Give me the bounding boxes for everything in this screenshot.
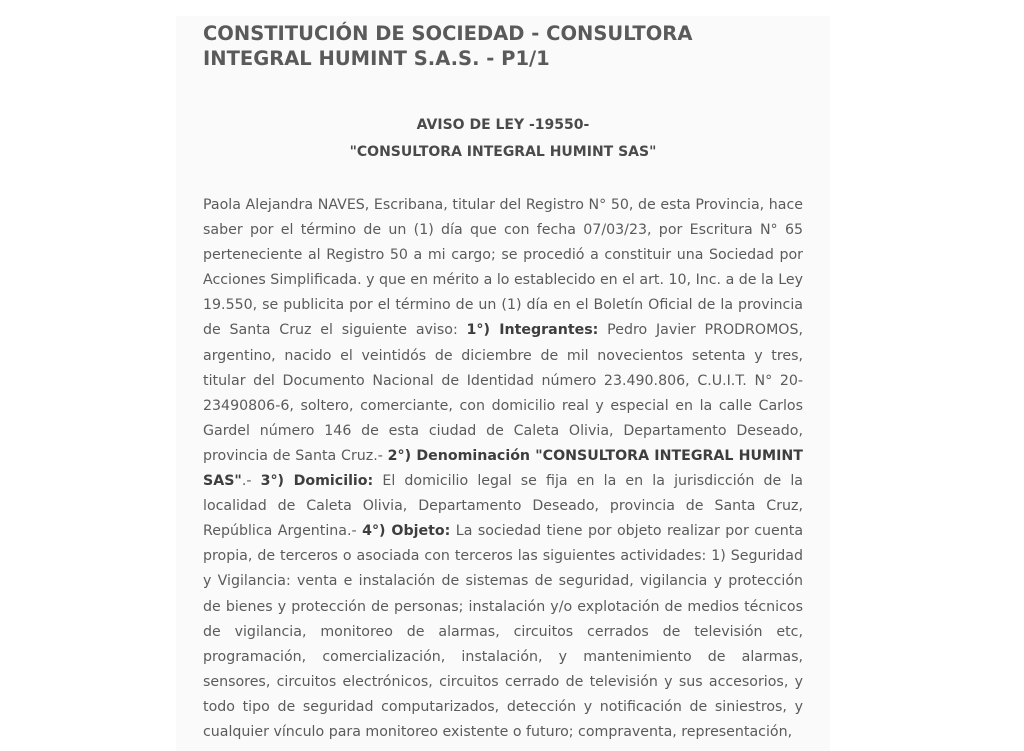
notice-body bbox=[203, 193, 803, 745]
section-heading-domicilio: 3°) Domicilio: bbox=[260, 473, 374, 490]
integrantes-text: Pedro Javier PRODROMOS, argentino, nacido el veintidós de diciembre de mil novecientos setenta y tres, titular del Documento Nacional de Identidad número 23.490.806, C.U.I.T. N° 20-23490806-6, soltero, comerciante, con domicilio real y especial en la calle Carlos Gardel número 146 de esta ciudad de Caleta Olivia, Departamento Deseado, provincia de Santa Cruz.- bbox=[203, 322, 803, 464]
objeto-text: La sociedad tiene por objeto realizar por cuenta propia, de terceros o asociada con terceros las siguientes actividades: 1) Seguridad y Vigilancia: venta e instalación de sistemas de seguridad, vigilancia y protección de bienes y protección de personas; instalación y/o explotación de medios técnicos de vigilancia, monitoreo de alarmas, circuitos cerrados de televisión etc, programación, comercialización, instalación, y mantenimiento de alarmas, sensores, circuitos electrónicos, circuitos cerrado de televisión y sus accesorios, y todo tipo de seguridad computarizados, detección y notificación de siniestros, y cualquier vínculo para monitoreo existente o futuro; compraventa, representación, bbox=[203, 523, 804, 740]
denominacion-text: .- bbox=[241, 473, 261, 490]
notice-heading bbox=[203, 112, 803, 166]
page-title: CONSTITUCIÓN DE SOCIEDAD - CONSULTORA INTEGRAL HUMINT S.A.S. - P1/1 bbox=[203, 22, 693, 70]
intro-text: Paola Alejandra NAVES, Escribana, titular del Registro N° 50, de esta Provincia, hace saber por el término de un (1) día que con fecha 07/03/23, por Escritura N° 65 perteneciente al Registro 50 a mi cargo; se procedió a constituir una Sociedad por Acciones Simplificada. y que en mérito a lo establecido en el art. 10, Inc. a de la Ley 19.550, se publicita por el término de un (1) día en el Boletín Oficial de la provincia de Santa Cruz el siguiente aviso: bbox=[203, 197, 803, 339]
domicilio-text: El domicilio legal se fija en la en la jurisdicción de la localidad de Caleta Olivia, Departamento Deseado, provincia de Santa Cruz, República Argentina.- bbox=[203, 473, 803, 540]
section-heading-integrantes: 1°) Integrantes: bbox=[466, 322, 599, 339]
section-heading-objeto: 4°) Objeto: bbox=[362, 523, 451, 540]
notice-law-line: AVISO DE LEY -19550- bbox=[416, 117, 590, 133]
section-heading-denominacion: 2°) Denominación "CONSULTORA INTEGRAL HUMINT SAS" bbox=[203, 447, 803, 490]
notice-company-line: "CONSULTORA INTEGRAL HUMINT SAS" bbox=[349, 144, 657, 160]
document-page bbox=[176, 16, 830, 751]
